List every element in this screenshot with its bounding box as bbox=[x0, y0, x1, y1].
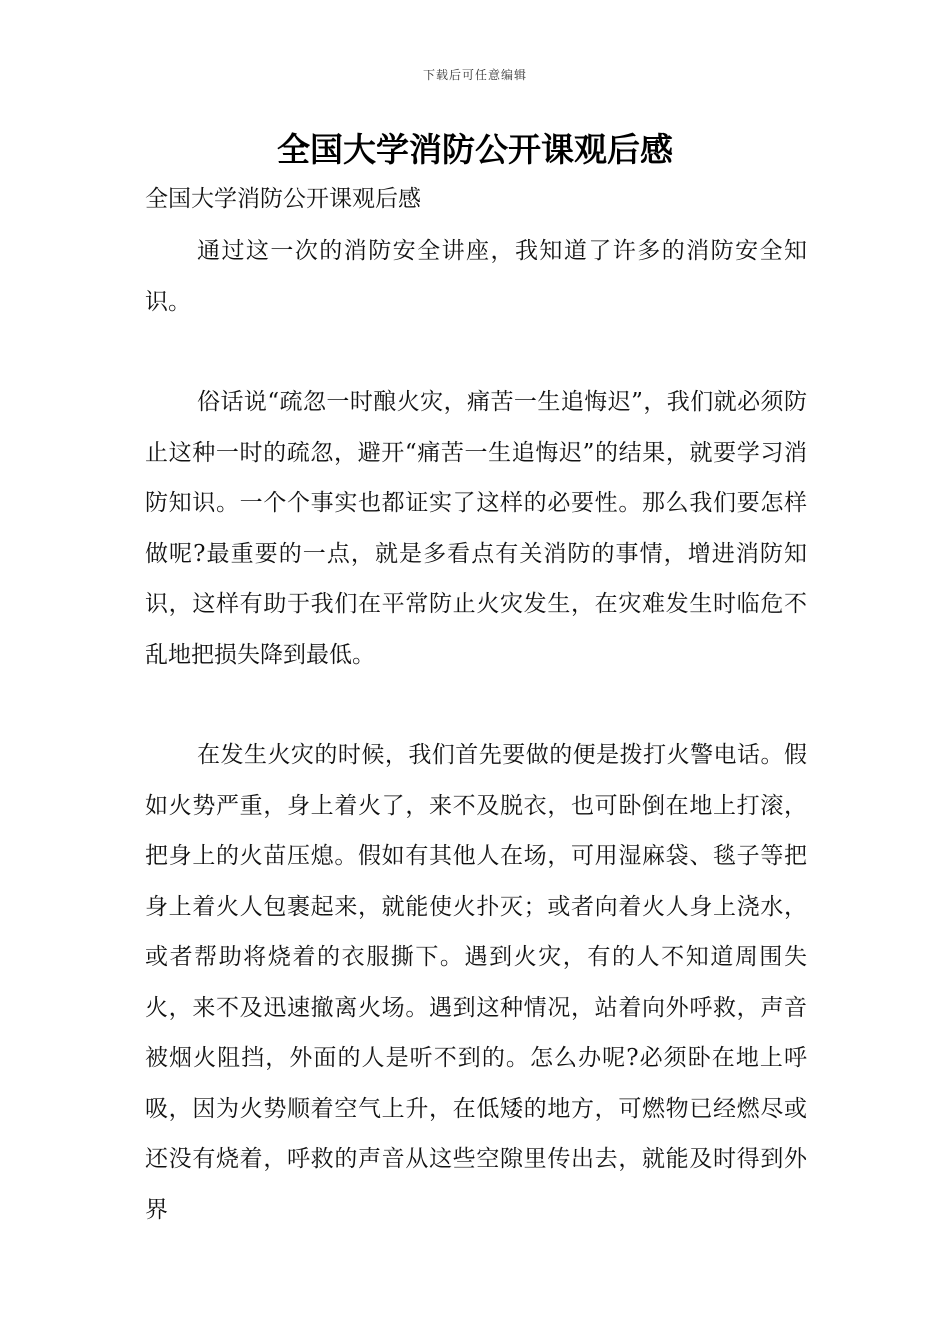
paragraph-2: 俗话说“疏忽一时酿火灾，痛苦一生追悔迟”，我们就必须防止这种一时的疏忽，避开“痛苦一生追悔迟”的结果，就要学习消防知识。一个个事实也都证实了这样的必要性。那么我们要怎样做呢?最重要的一点，就是多看点有关消防的事情，增进消防知识，这样有助于我们在平常防止火灾发生，在灾难发生时临危不乱地把损失降到最低。 bbox=[145, 389, 807, 668]
paragraph-1: 通过这一次的消防安全讲座，我知道了许多的消防安全知识。 bbox=[145, 238, 807, 315]
document-subtitle: 全国大学消防公开课观后感 bbox=[145, 186, 421, 212]
document-body bbox=[145, 226, 807, 1235]
paragraph-3: 在发生火灾的时候，我们首先要做的便是拨打火警电话。假如火势严重，身上着火了，来不及脱衣，也可卧倒在地上打滚，把身上的火苗压熄。假如有其他人在场，可用湿麻袋、毯子等把身上着火人包裹起来，就能使火扑灭；或者向着火人身上浇水，或者帮助将烧着的衣服撕下。遇到火灾，有的人不知道周围失火，来不及迅速撤离火场。遇到这种情况，站着向外呼救，声音被烟火阻挡，外面的人是听不到的。怎么办呢?必须卧在地上呼吸，因为火势顺着空气上升，在低矮的地方，可燃物已经燃尽或还没有烧着，呼救的声音从这些空隙里传出去，就能及时得到外界 bbox=[145, 742, 807, 1223]
document-title: 全国大学消防公开课观后感 bbox=[277, 130, 673, 169]
header-note: 下载后可任意编辑 bbox=[422, 68, 527, 82]
